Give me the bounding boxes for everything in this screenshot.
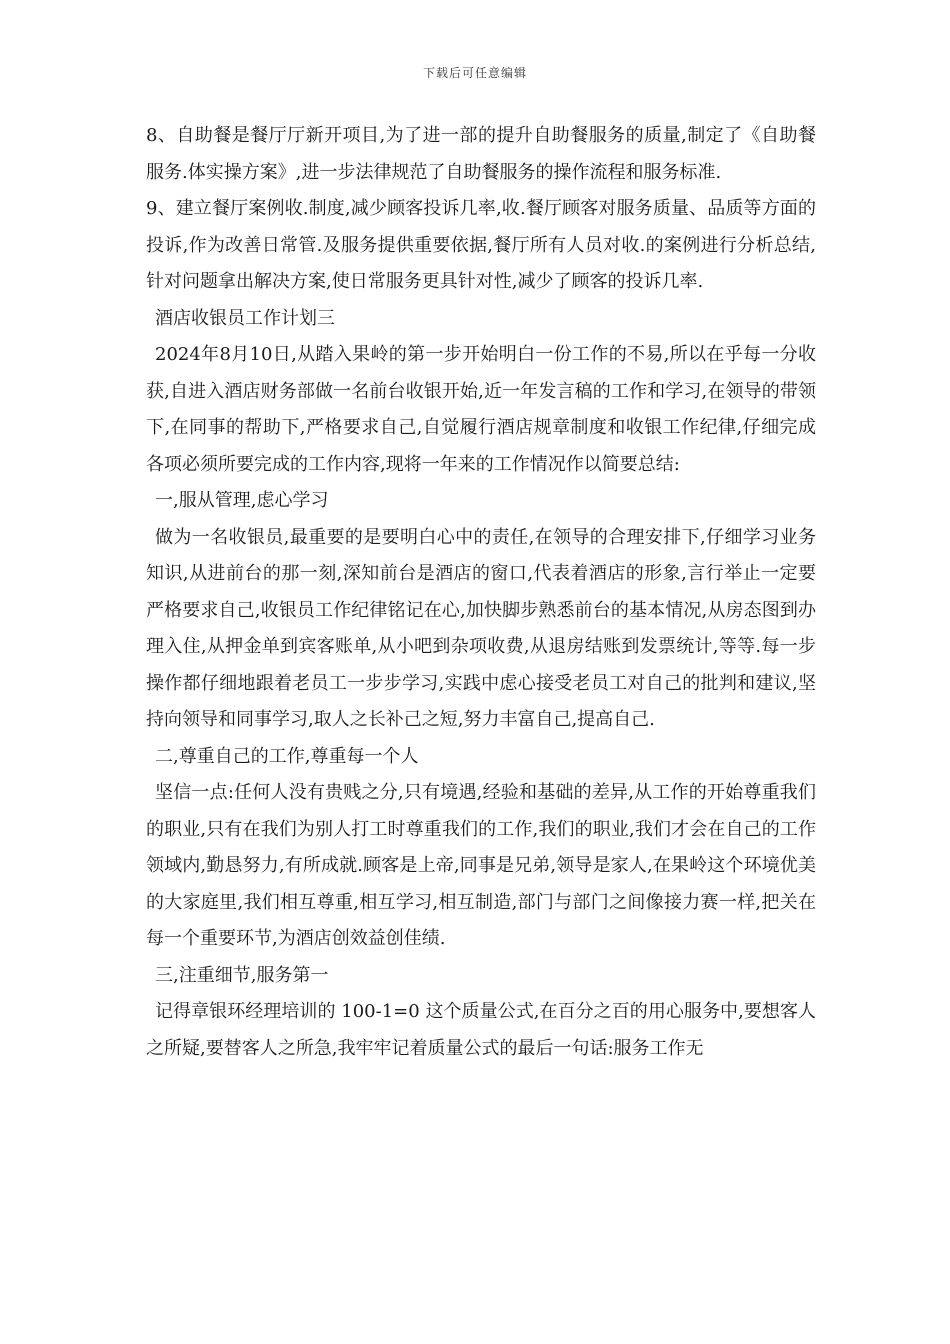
- heading-one: 一,服从管理,虑心学习: [155, 490, 329, 511]
- heading-two: 二,尊重自己的工作,尊重每一个人: [155, 745, 419, 767]
- heading-three: 三,注重细节,服务第一: [155, 964, 329, 986]
- section-title: 酒店收银员工作计划三: [155, 307, 335, 329]
- paragraph-one: 做为一名收银员,最重要的是要明白心中的责任,在领导的合理安排下,仔细学习业务知识,从进前台的那一刻,深知前台是酒店的窗口,代表着酒店的形象,言行举止一定要严格要求自己,收银员工作纪律铭记在心,加快脚步熟悉前台的基本情况,从房态图到办理入住,从押金单到宾客账单,从小吧到杂项收费,从退房结账到发票统计,等等.每一步操作都仔细地跟着老员工一步步学习,实践中虑心接受老员工对自己的批判和建议,坚持向领导和同事学习,取人之长补己之短,努力丰富自己,提高自己.: [146, 526, 816, 730]
- document-body: [146, 118, 816, 1067]
- page-header: 下载后可任意编辑: [422, 66, 527, 80]
- paragraph-two: 坚信一点:任何人没有贵贱之分,只有境遇,经验和基础的差异,从工作的开始尊重我们的职业,只有在我们为别人打工时尊重我们的工作,我们的职业,我们才会在自己的工作领域内,勤恳努力,有所成就.顾客是上帝,同事是兄弟,领导是家人,在果岭这个环境优美的大家庭里,我们相互尊重,相互学习,相互制造,部门与部门之间像接力赛一样,把关在每一个重要环节,为酒店创效益创佳绩.: [146, 782, 816, 949]
- paragraph-item-8: 8、自助餐是餐厅厅新开项目,为了进一部的提升自助餐服务的质量,制定了《自助餐服务.体实操方案》,进一步法律规范了自助餐服务的操作流程和服务标准.: [146, 125, 816, 183]
- paragraph-item-9: 9、建立餐厅案例收.制度,减少顾客投诉几率,收.餐厅顾客对服务质量、品质等方面的投诉,作为改善日常管.及服务提供重要依据,餐厅所有人员对收.的案例进行分析总结,针对问题拿出解决方案,使日常服务更具针对性,减少了顾客的投诉几率.: [146, 198, 816, 292]
- paragraph-three: 记得章银环经理培训的 100-1=0 这个质量公式,在百分之百的用心服务中,要想客人之所疑,要替客人之所急,我牢牢记着质量公式的最后一句话:服务工作无: [146, 1001, 816, 1059]
- paragraph-intro: 2024年8月10日,从踏入果岭的第一步开始明白一份工作的不易,所以在乎每一分收获,自进入酒店财务部做一名前台收银开始,近一年发言稿的工作和学习,在领导的带领下,在同事的帮助下,严格要求自己,自觉履行酒店规章制度和收银工作纪律,仔细完成各项必须所要完成的工作内容,现将一年来的工作情况作以简要总结:: [146, 344, 816, 475]
